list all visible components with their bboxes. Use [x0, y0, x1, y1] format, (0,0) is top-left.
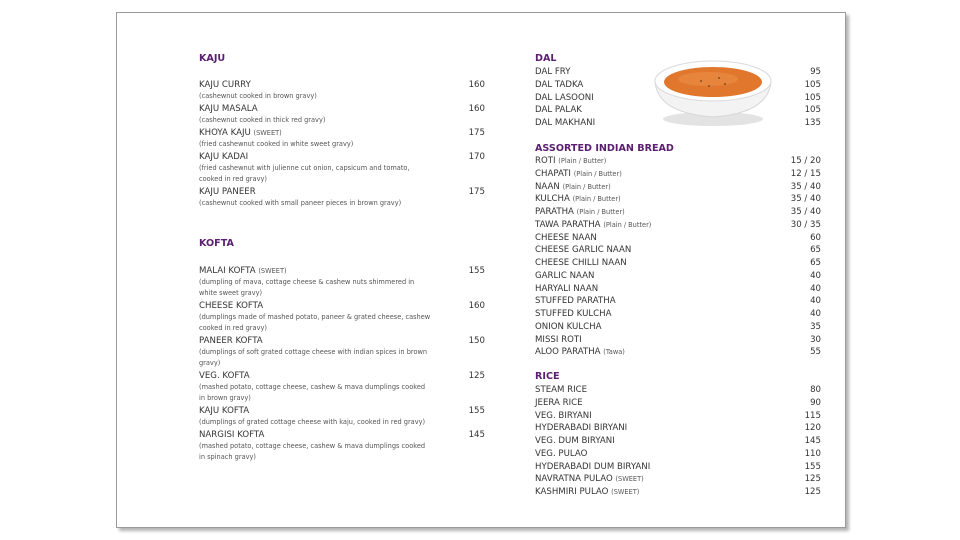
item-name-line [535, 397, 821, 410]
item-name-line [535, 486, 821, 499]
item-name: HARYALI NAAN [535, 283, 599, 294]
item-name-line [199, 405, 485, 417]
item-price: 12 / 15 [790, 168, 821, 179]
item-name-line [535, 193, 821, 206]
item-price: 65 [810, 258, 821, 268]
item-price: 175 [468, 187, 485, 197]
item-note: (SWEET) [258, 267, 287, 275]
section-title-bread: ASSORTED INDIAN BREAD [535, 143, 674, 154]
item-name: DAL FRY [535, 67, 571, 77]
item-name-line [535, 334, 821, 347]
item-name: HYDERABADI BIRYANI [535, 423, 628, 434]
item-price: 35 / 40 [790, 194, 821, 205]
item-name-line [535, 461, 821, 474]
item-name-line [535, 384, 821, 397]
item-name-line [199, 127, 485, 139]
item-name-line [535, 181, 821, 194]
item-price: 30 [810, 334, 821, 345]
item-name: NAAN [535, 181, 560, 192]
item-description: (fried cashewnut cooked in white sweet gravy) [199, 140, 354, 148]
item-price: 115 [804, 410, 821, 421]
item-price: 135 [804, 118, 821, 128]
item-name: KHOYA KAJU [199, 128, 251, 138]
item-name: ONION KULCHA [535, 321, 602, 332]
item-name: VEG. KOFTA [199, 371, 250, 381]
menu-item [535, 321, 821, 334]
item-name-line [199, 151, 485, 163]
item-name: JEERA RICE [535, 397, 583, 408]
item-name-line [535, 168, 821, 181]
menu-item [535, 473, 821, 486]
menu-item [535, 334, 821, 347]
item-name-line [199, 300, 485, 312]
item-name: GARLIC NAAN [535, 270, 595, 281]
item-price: 170 [468, 152, 485, 162]
item-price: 160 [468, 301, 485, 311]
item-description: (dumpling of mava, cottage cheese & cashew nuts shimmered in white sweet gravy) [199, 278, 415, 297]
item-description: (mashed potato, cottage cheese, cashew & mava dumplings cooked in brown gravy) [199, 383, 426, 402]
item-price: 40 [810, 296, 821, 307]
item-name-line [199, 265, 485, 277]
item-description: (dumplings made of mashed potato, paneer & grated cheese, cashew cooked in red gravy) [199, 313, 431, 332]
item-name-line [199, 429, 485, 441]
item-name: KAJU KOFTA [199, 406, 250, 416]
item-name-line [535, 270, 821, 283]
item-name-line [535, 219, 821, 232]
item-price: 105 [804, 92, 821, 103]
item-name: STUFFED PARATHA [535, 296, 616, 307]
item-name: DAL TADKA [535, 79, 584, 90]
item-name: NAVRATNA PULAO [535, 474, 613, 485]
item-price: 95 [810, 67, 821, 77]
menu-item [199, 127, 485, 150]
item-name: KAJU KADAI [199, 152, 249, 162]
menu-item [535, 448, 821, 461]
item-price: 160 [468, 80, 485, 90]
item-price: 30 / 35 [790, 219, 821, 230]
item-price: 145 [804, 436, 821, 446]
item-note: (Plain / Butter) [562, 182, 611, 191]
item-name: NARGISI KOFTA [199, 430, 265, 440]
item-description: (fried cashewnut with julienne cut onion, capsicum and tomato, cooked in red gravy) [199, 164, 410, 183]
item-name: PANEER KOFTA [199, 336, 263, 346]
item-note: (Plain / Butter) [576, 208, 625, 216]
item-name: DAL LASOONI [535, 92, 594, 103]
menu-item [535, 461, 821, 474]
item-name-line [535, 257, 821, 270]
item-price: 35 / 40 [790, 207, 821, 217]
item-name: KAJU MASALA [199, 104, 258, 114]
menu-item [199, 103, 485, 126]
item-description: (cashewnut cooked in brown gravy) [199, 92, 317, 100]
menu-item [199, 265, 485, 299]
item-name: CHEESE CHILLI NAAN [535, 258, 627, 268]
item-name: STUFFED KULCHA [535, 309, 612, 319]
item-price: 160 [468, 104, 485, 114]
menu-item [199, 300, 485, 334]
section-title-kaju: KAJU [199, 53, 226, 64]
item-note: (SWEET) [615, 475, 644, 484]
item-name: VEG. BIRYANI [535, 410, 592, 421]
item-price: 155 [468, 406, 485, 416]
item-name-line [199, 370, 485, 382]
item-name-line [535, 295, 821, 308]
item-name: KAJU PANEER [199, 187, 256, 197]
item-price: 40 [810, 270, 821, 281]
menu-item [535, 384, 821, 397]
item-name-line [199, 335, 485, 347]
item-price: 155 [468, 266, 485, 276]
menu-item [535, 155, 821, 168]
item-price: 60 [810, 232, 821, 243]
item-description: (mashed potato, cottage cheese, cashew & mava dumplings cooked in spinach gravy) [199, 442, 426, 461]
menu-item [535, 308, 821, 321]
item-price: 40 [810, 309, 821, 319]
item-description: (cashewnut cooked in thick red gravy) [199, 116, 326, 124]
item-name-line [535, 206, 821, 219]
item-name-line [535, 435, 821, 448]
menu-item [535, 270, 821, 283]
section-title-kofta: KOFTA [199, 238, 234, 249]
menu-item [535, 435, 821, 448]
item-note: (Plain / Butter) [558, 157, 607, 165]
item-note: (Plain / Butter) [573, 169, 622, 178]
menu-item [535, 486, 821, 499]
item-price: 80 [810, 385, 821, 395]
kofta-list [199, 265, 485, 464]
item-name: HYDERABADI DUM BIRYANI [535, 461, 651, 472]
menu-item [535, 181, 821, 194]
menu-item [535, 397, 821, 410]
menu-item [199, 186, 485, 209]
kaju-list [199, 79, 485, 210]
item-name-line [535, 283, 821, 296]
item-description: (cashewnut cooked with small paneer pieces in brown gravy) [199, 199, 402, 207]
item-note: (SWEET) [253, 129, 282, 137]
item-name: ROTI [535, 156, 556, 166]
dal-bowl-icon [653, 51, 773, 131]
menu-item [199, 429, 485, 463]
menu-item [535, 193, 821, 206]
item-price: 155 [804, 461, 821, 472]
item-name: CHEESE NAAN [535, 232, 597, 243]
item-price: 105 [804, 105, 821, 116]
item-name: DAL PALAK [535, 105, 582, 116]
menu-item [535, 346, 821, 359]
section-title-dal: DAL [535, 53, 557, 64]
item-name: KULCHA [535, 194, 570, 205]
item-note: (SWEET) [611, 488, 640, 496]
item-name-line [535, 155, 821, 168]
item-price: 35 / 40 [790, 181, 821, 192]
item-name: MALAI KOFTA [199, 266, 256, 276]
menu-item [535, 219, 821, 232]
menu-item [199, 335, 485, 369]
item-name-line [535, 473, 821, 486]
item-price: 125 [804, 474, 821, 485]
menu-item [535, 232, 821, 245]
item-name-line [535, 232, 821, 245]
menu-item [535, 295, 821, 308]
item-price: 110 [804, 448, 821, 459]
item-name-line [535, 422, 821, 435]
item-name: VEG. DUM BIRYANI [535, 436, 615, 446]
item-name: KAJU CURRY [199, 80, 251, 90]
menu-item [199, 151, 485, 185]
item-price: 120 [804, 423, 821, 434]
menu-item [535, 206, 821, 219]
menu-item [199, 405, 485, 428]
menu-item [535, 410, 821, 423]
item-name-line [535, 308, 821, 321]
item-name: CHEESE KOFTA [199, 301, 264, 311]
item-price: 125 [468, 371, 485, 381]
item-price: 125 [804, 487, 821, 497]
item-price: 40 [810, 283, 821, 294]
item-description: (dumplings of soft grated cottage cheese with indian spices in brown gravy) [199, 348, 428, 367]
menu-item [535, 283, 821, 296]
item-price: 175 [468, 128, 485, 138]
menu-item [199, 370, 485, 404]
bread-list [535, 155, 821, 359]
section-title-rice: RICE [535, 371, 560, 382]
item-name: CHAPATI [535, 168, 571, 179]
item-name: TAWA PARATHA [535, 219, 601, 230]
item-price: 90 [810, 397, 821, 408]
menu-item [535, 257, 821, 270]
item-description: (dumplings of grated cottage cheese with kaju, cooked in red gravy) [199, 418, 426, 426]
item-note: (Tawa) [603, 348, 625, 357]
item-name-line [535, 321, 821, 334]
menu-page [116, 12, 846, 528]
item-price: 35 [810, 321, 821, 332]
item-name: ALOO PARATHA [535, 347, 601, 358]
item-name-line [199, 186, 485, 198]
rice-list [535, 384, 821, 499]
item-name: KASHMIRI PULAO [535, 487, 609, 497]
item-price: 150 [468, 336, 485, 346]
item-price: 105 [804, 79, 821, 90]
item-name: MISSI ROTI [535, 334, 582, 345]
item-price: 15 / 20 [790, 156, 821, 166]
item-name-line [535, 448, 821, 461]
item-price: 65 [810, 245, 821, 256]
item-name-line [199, 79, 485, 91]
menu-item [535, 244, 821, 257]
menu-item [199, 79, 485, 102]
item-name: CHEESE GARLIC NAAN [535, 245, 632, 256]
item-name: STEAM RICE [535, 385, 588, 395]
item-name-line [535, 410, 821, 423]
item-note: (Plain / Butter) [603, 220, 652, 229]
menu-item [535, 168, 821, 181]
item-price: 55 [810, 347, 821, 358]
menu-item [535, 422, 821, 435]
item-name-line [535, 346, 821, 359]
item-name: DAL MAKHANI [535, 118, 596, 128]
item-name-line [199, 103, 485, 115]
item-note: (Plain / Butter) [572, 195, 621, 204]
item-price: 145 [468, 430, 485, 440]
item-name: PARATHA [535, 207, 574, 217]
item-name-line [535, 244, 821, 257]
item-name: VEG. PULAO [535, 448, 588, 459]
